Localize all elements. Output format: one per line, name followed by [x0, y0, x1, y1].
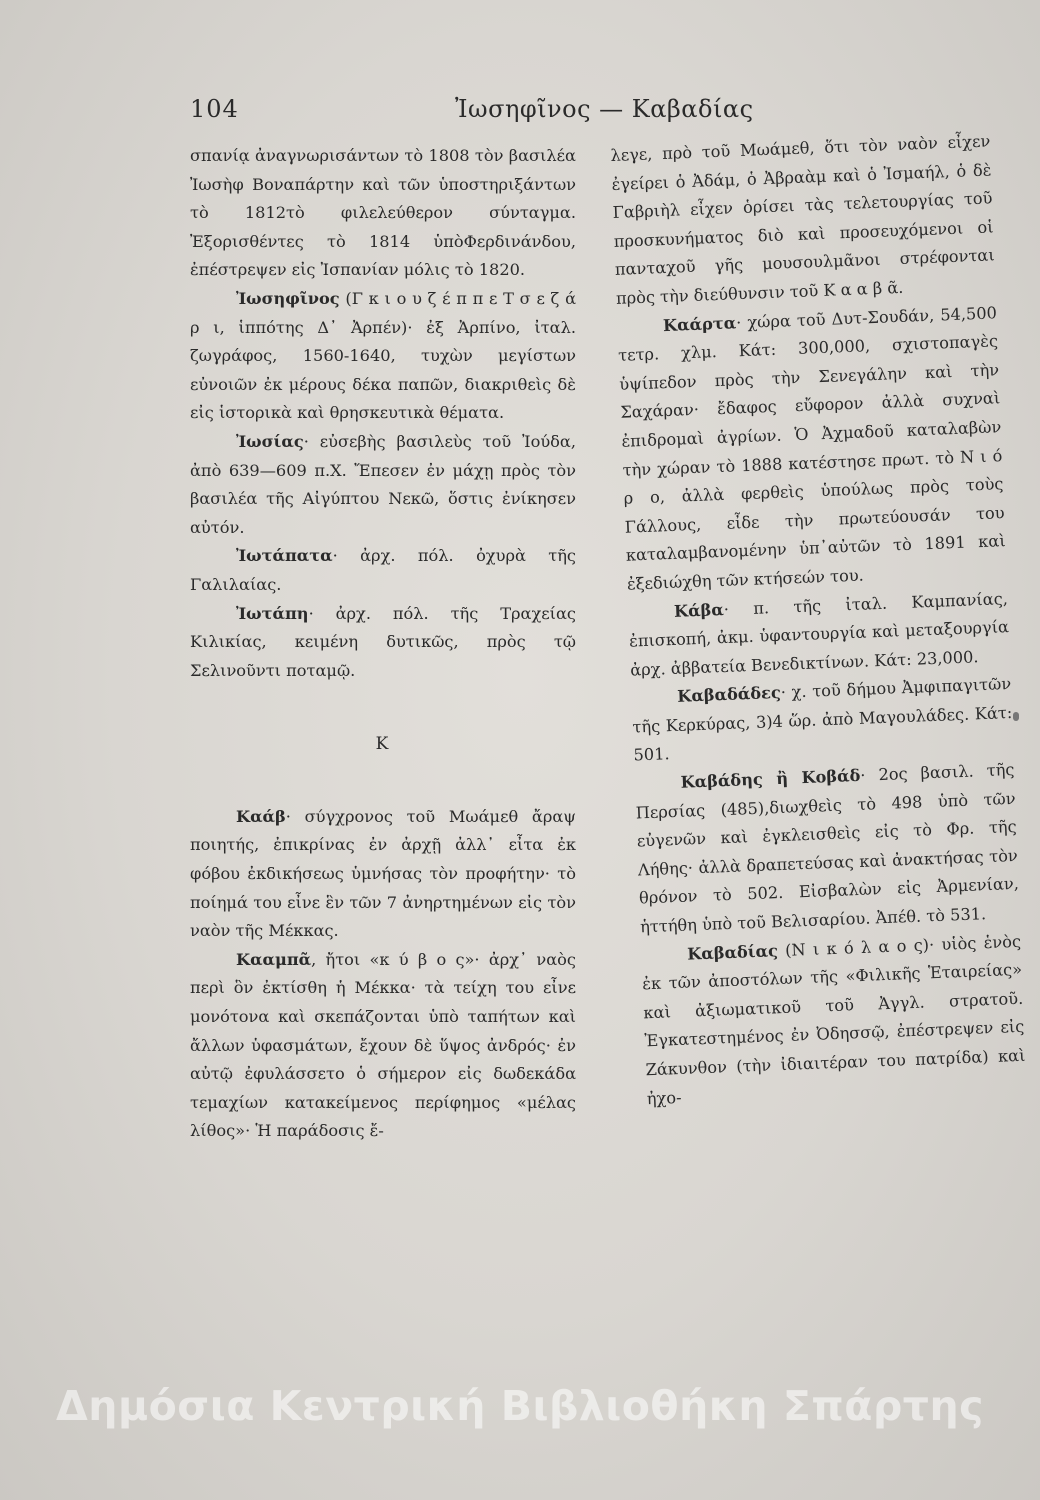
entry-text: σπανίᾳ ἀναγνωρισάντων τὸ 1808 τὸν βασιλέα Ἰωσὴφ Βοναπάρτην καὶ τῶν ὑποστηριξάντων τὸ 1812τὸ φιλελεύθερον σύνταγμα. Ἐξορισθέντες τὸ 1814 ὑπὸΦερδινάνδου, ἐπέστρεψεν εἰς Ἰσπανίαν μόλις τὸ 1820. [190, 146, 576, 280]
page-number: 104 [190, 95, 239, 123]
dictionary-entry [190, 285, 576, 428]
dictionary-entry [610, 127, 996, 313]
dictionary-entry [190, 946, 576, 1146]
library-watermark: Δημόσια Κεντρική Βιβλιοθήκη Σπάρτης [56, 1382, 984, 1430]
entry-text: (Γ κ ι ο υ ζ έ π π ε Τ σ ε ζ ά ρ ι, ἱππότης Δ᾽ Ἀρπέν)· ἐξ Ἀρπίνο, ἰταλ. ζωγράφος, 1560-1640, τυχὼν μεγίστων εὐνοιῶν ἐκ μέρους δέκα παπῶν, διακριθεὶς δὲ εἰς ἱστορικὰ καὶ θρησκευτικὰ θέματα. [190, 288, 576, 423]
entry-headword: Καβάδης ἢ Κοβάδ [680, 765, 861, 792]
dictionary-entry [641, 927, 1027, 1113]
entry-text: · ἀρχ. πόλ. ὀχυρὰ τῆς Γαλιλαίας. [190, 546, 576, 594]
dictionary-entry [190, 142, 576, 285]
dictionary-entry [190, 803, 576, 946]
dictionary-entry [190, 542, 576, 599]
entry-headword: Καβαδάδες [676, 683, 782, 707]
entry-headword: Ἰωτάπη [236, 603, 309, 623]
entry-text: · εὐσεβὴς βασιλεὺς τοῦ Ἰούδα, ἀπὸ 639—609 π.Χ. Ἔπεσεν ἐν μάχῃ πρὸς τὸν βασιλέα τῆς Αἰγύπτου Νεκῶ, ὅστις ἐνίκησεν αὐτόν. [190, 431, 576, 537]
entry-headword: Καάβ [236, 806, 286, 826]
entry-text: · χ. τοῦ δήμου Ἀμφιπαγιτῶν τῆς Κερκύρας, 3)4 ὥρ. ἀπὸ Μαγουλάδες. Κάτ: 501. [632, 674, 1013, 766]
entry-headword: Κααμπᾶ [236, 949, 312, 969]
entry-headword: Ἰωσηφῖνος [236, 288, 340, 308]
dictionary-entry [631, 670, 1014, 770]
dictionary-entry [617, 299, 1008, 599]
dictionary-entry [190, 600, 576, 686]
dictionary-entry [628, 585, 1011, 685]
dictionary-entry [634, 756, 1020, 942]
entry-headword: Καάρτα [662, 312, 737, 335]
entry-headword: Ἰωσίας [236, 431, 304, 451]
section-letter-heading: Κ [375, 734, 391, 755]
right-column [610, 127, 1027, 1113]
entry-text: · 2ος βασιλ. τῆς Περσίας (485),διωχθεὶς τὸ 498 ὑπὸ τῶν εὐγενῶν καὶ ἐγκλεισθεὶς εἰς τὸ Φρ. τῆς Λήθης· ἀλλὰ δραπετεύσας καὶ ἀνακτήσας τὸν θρόνον τὸ 502. Εἰσβαλὼν εἰς Ἀρμενίαν, ἡττήθη ὑπὸ τοῦ Βελισαρίου. Ἀπέθ. τὸ 531. [635, 760, 1020, 937]
entry-text: · π. τῆς ἰταλ. Καμπανίας, ἐπισκοπή, ἀκμ. ὑφαντουργία καὶ μεταξουργία ἀρχ. ἀββατεία Βενεδικτίνων. Κάτ: 23,000. [628, 588, 1010, 680]
entry-text: λεγε, πρὸ τοῦ Μωάμεθ, ὅτι τὸν ναὸν εἶχεν ἐγείρει ὁ Ἀδάμ, ὁ Ἀβραὰμ καὶ ὁ Ἰσμαήλ, ὁ δὲ Γαβριὴλ εἶχεν ὁρίσει τὰς τελετουργίας τοῦ προσκυνήματος διὸ καὶ προσευχόμενοι οἱ πανταχοῦ γῆς μουσουλμᾶνοι στρέφονται πρὸς τὴν διεύθυνσιν τοῦ Κ α α β ᾶ. [610, 131, 995, 308]
entry-headword: Καβαδίας [686, 940, 779, 964]
left-column [190, 142, 576, 1146]
entry-text: · σύγχρονος τοῦ Μωάμεθ ἄραψ ποιητής, ἐπικρίνας ἐν ἀρχῇ ἀλλ᾽ εἶτα ἐκ φόβου ἐκδικήσεως ὑμνήσας τὸν προφήτην· τὸ ποίημά του εἶνε ἓν τῶν 7 ἀνηρτημένων εἰς τὸν ναὸν τῆς Μέκκας. [190, 806, 576, 941]
entry-text: (Ν ι κ ό λ α ο ς)· υἱὸς ἑνὸς ἐκ τῶν ἀποστόλων τῆς «Φιλικῆς Ἑταιρείας» καὶ ἀξιωματικοῦ τοῦ Ἀγγλ. στρατοῦ. Ἐγκατεστημένος ἐν Ὀδησσῷ, ἐπέστρεψεν εἰς Ζάκυνθον (τὴν ἰδιαιτέραν του πατρίδα) καὶ ἠχο- [641, 931, 1026, 1108]
dictionary-entry [190, 428, 576, 542]
entry-text: , ἤτοι «κ ύ β ο ς»· ἀρχ᾽ ναὸς περὶ ὃν ἐκτίσθη ἡ Μέκκα· τὰ τείχη του εἶνε μονότονα καὶ σκεπάζονται ὑπὸ ταπήτων καὶ ἄλλων ὑφασμάτων, ἔχουν δὲ ὕψος ἀνδρός· ἐν αὐτῷ ἐφυλάσσετο ὁ σήμερον εἰς δωδεκάδα τεμαχίων κατακείμενος περίφημος «μέλας λίθος»· Ἡ παράδοσις ἔ- [190, 949, 576, 1141]
entry-text: · χώρα τοῦ Δυτ-Σουδάν, 54,500 τετρ. χλμ. Κάτ: 300,000, σχιστοπαγὲς ὑψίπεδον πρὸς τὴν Σενεγάλην καὶ τὴν Σαχάραν· ἔδαφος εὔφορον ἀλλὰ συχναὶ ἐπιδρομαὶ ἀγρίων. Ὁ Ἀχμαδοῦ καταλαβὼν τὴν χώραν τὸ 1888 κατέστησε πρωτ. τὸ Ν ι ό ρ ο, ἀλλὰ φερθεὶς ὑπούλως πρὸς τοὺς Γάλλους, εἶδε τὴν πρωτεύουσάν του καταλαμβανομένην ὑπ᾽αὐτῶν τὸ 1891 καὶ ἐξεδιώχθη τῶν κτήσεών του. [617, 302, 1006, 594]
entry-headword: Κάβα [673, 599, 725, 621]
entry-text: · ἀρχ. πόλ. τῆς Τραχείας Κιλικίας, κειμένη δυτικῶς, πρὸς τῷ Σελινοῦντι ποταμῷ. [190, 603, 576, 680]
margin-speck [1013, 712, 1019, 721]
page-header [190, 95, 810, 135]
entry-headword: Ἰωτάπατα [236, 546, 333, 566]
running-title: Ἰωσηφῖνος — Καβαδίας [455, 95, 754, 123]
